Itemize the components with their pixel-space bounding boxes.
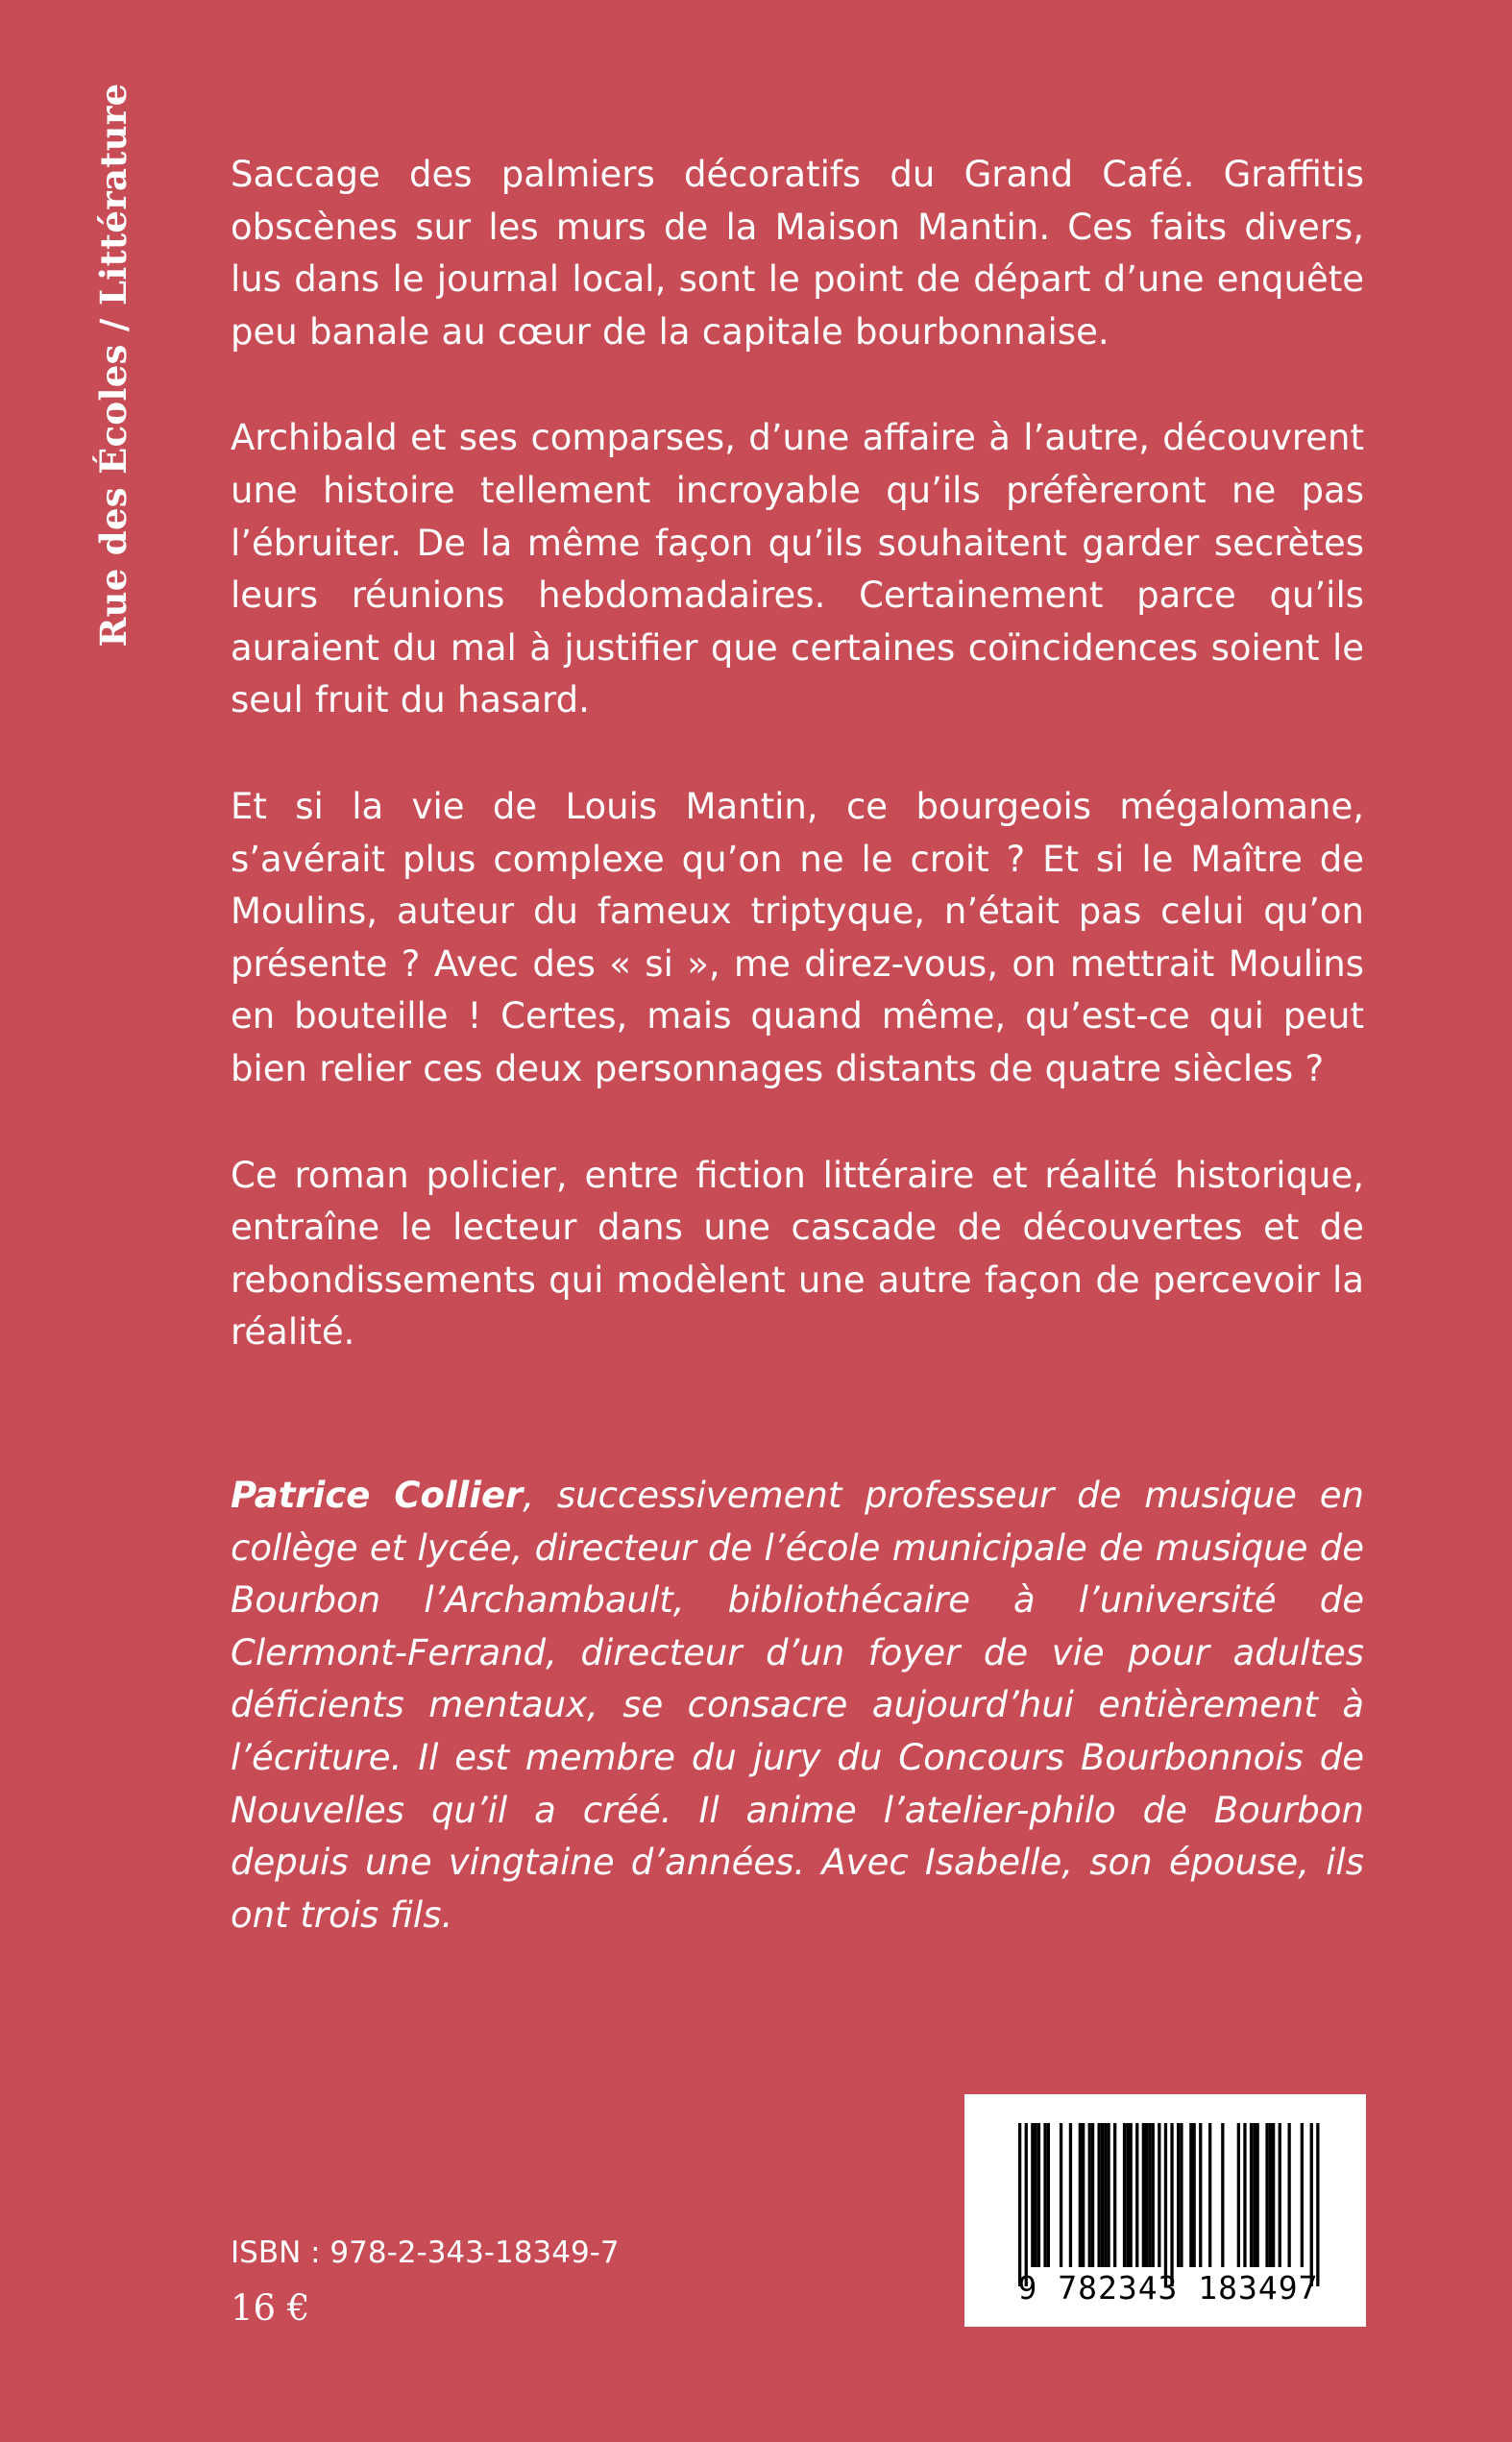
barcode-bar [1250, 2123, 1253, 2267]
barcode-bar [1130, 2123, 1133, 2267]
description-block [231, 149, 1364, 1413]
author-bio-text: , successivement professeur de musique en collège et lycée, directeur de l’école municipale de musique de Bourbon l’Archambault, bibliothécaire à l’université de Clermont-Ferrand, directeur d’un foyer de vie pour adultes déficients mentaux, se consacre aujourd’hui entièrement à l’écriture. Il est membre du jury du Concours Bourbonnois de Nouvelles qu’il a créé. Il anime l’atelier-philo de Bourbon depuis une vingtaine d’années. Avec Isabelle, son épouse, ils ont trois fils. [231, 1475, 1364, 1936]
barcode-bar [1018, 2123, 1021, 2286]
barcode-bar [1272, 2123, 1275, 2267]
barcode-bar [1113, 2123, 1116, 2267]
barcode-bar [1316, 2123, 1319, 2286]
barcode-bar [1031, 2123, 1034, 2267]
barcode-bar [1288, 2123, 1291, 2267]
barcode-bar [1142, 2123, 1145, 2267]
barcode-bar [1047, 2123, 1050, 2267]
barcode-bar [1126, 2123, 1129, 2267]
barcode-bar [1253, 2123, 1256, 2267]
barcode-bar [1135, 2123, 1138, 2267]
description-paragraph: Archibald et ses comparses, d’une affaire à l’autre, découvrent une histoire tellement incroyable qu’ils préfèreront ne pas l’ébruiter. De la même façon qu’ils souhaitent garder secrètes leurs réunions hebdomadaires. Certainement parce qu’ils auraient du mal à justifier que certaines coïncidences soient le seul fruit du hasard. [231, 417, 1364, 721]
barcode-bar [1069, 2123, 1072, 2267]
barcode-bar [1037, 2123, 1040, 2267]
barcode [964, 2094, 1366, 2327]
barcode-bar [1098, 2123, 1101, 2267]
barcode-bar [1310, 2123, 1313, 2286]
barcode-bar [1082, 2123, 1085, 2267]
barcode-bar [1269, 2123, 1272, 2267]
description-paragraph: Saccage des palmiers décoratifs du Grand Café. Graffitis obscènes sur les murs de la Maison Mantin. Ces faits divers, lus dans le journal local, sont le point de départ d’une enquête peu banale au cœur de la capitale bourbonnaise. [231, 154, 1364, 353]
barcode-bar [1193, 2123, 1196, 2267]
barcode-bar [1301, 2123, 1304, 2267]
barcode-bar [1237, 2123, 1240, 2267]
barcode-bar [1265, 2123, 1268, 2267]
barcode-bar [1104, 2123, 1107, 2267]
barcode-bar [1158, 2123, 1160, 2267]
barcode-bar [1148, 2123, 1151, 2267]
price-label: 16 € [231, 2287, 310, 2329]
barcode-bar [1088, 2123, 1091, 2267]
barcode-bar [1164, 2123, 1167, 2286]
barcode-bar [1199, 2123, 1202, 2267]
barcode-bar [1035, 2123, 1037, 2267]
barcode-bar [1189, 2123, 1192, 2267]
description-paragraph: Et si la vie de Louis Mantin, ce bourgeois mégalomane, s’avérait plus complexe qu’on ne le croit ? Et si le Maître de Moulins, auteur du fameux triptyque, n’était pas celui qu’on présente ? Avec des « si », me direz-vous, on mettrait Moulins en bouteille ! Certes, mais quand même, qu’est-ce qui peut bien relier ces deux personnages distants de quatre siècles ? [231, 785, 1364, 1089]
barcode-bar [1107, 2123, 1110, 2267]
barcode-digits: 9 782343 183497 [1017, 2269, 1319, 2307]
barcode-bar [1152, 2123, 1155, 2267]
author-bio [231, 1470, 1364, 1941]
barcode-bar [1079, 2123, 1082, 2267]
barcode-bar [1243, 2123, 1246, 2267]
description-paragraph: Ce roman policier, entre fiction littéraire et réalité historique, entraîne le lecteur dans une cascade de découvertes et de rebondissements qui modèlent une autre façon de percevoir la réalité. [231, 1154, 1364, 1354]
barcode-bar [1256, 2123, 1259, 2267]
barcode-bar [1145, 2123, 1148, 2267]
barcode-bar [1180, 2123, 1183, 2267]
author-name: Patrice Collier [231, 1475, 524, 1516]
barcode-bar [1091, 2123, 1094, 2267]
barcode-bar [1170, 2123, 1173, 2286]
spine-collection-label: Rue des Écoles / Littérature [92, 83, 134, 647]
barcode-bar [1101, 2123, 1104, 2267]
barcode-bar [1123, 2123, 1126, 2267]
barcode-bar [1043, 2123, 1046, 2267]
barcode-bar [1025, 2123, 1028, 2286]
barcode-bar [1177, 2123, 1180, 2267]
barcode-bar [1060, 2123, 1062, 2267]
barcode-bar [1221, 2123, 1224, 2267]
barcode-bar [1279, 2123, 1281, 2267]
isbn-label: ISBN : 978-2-343-18349-7 [231, 2235, 620, 2270]
barcode-bar [1208, 2123, 1211, 2267]
